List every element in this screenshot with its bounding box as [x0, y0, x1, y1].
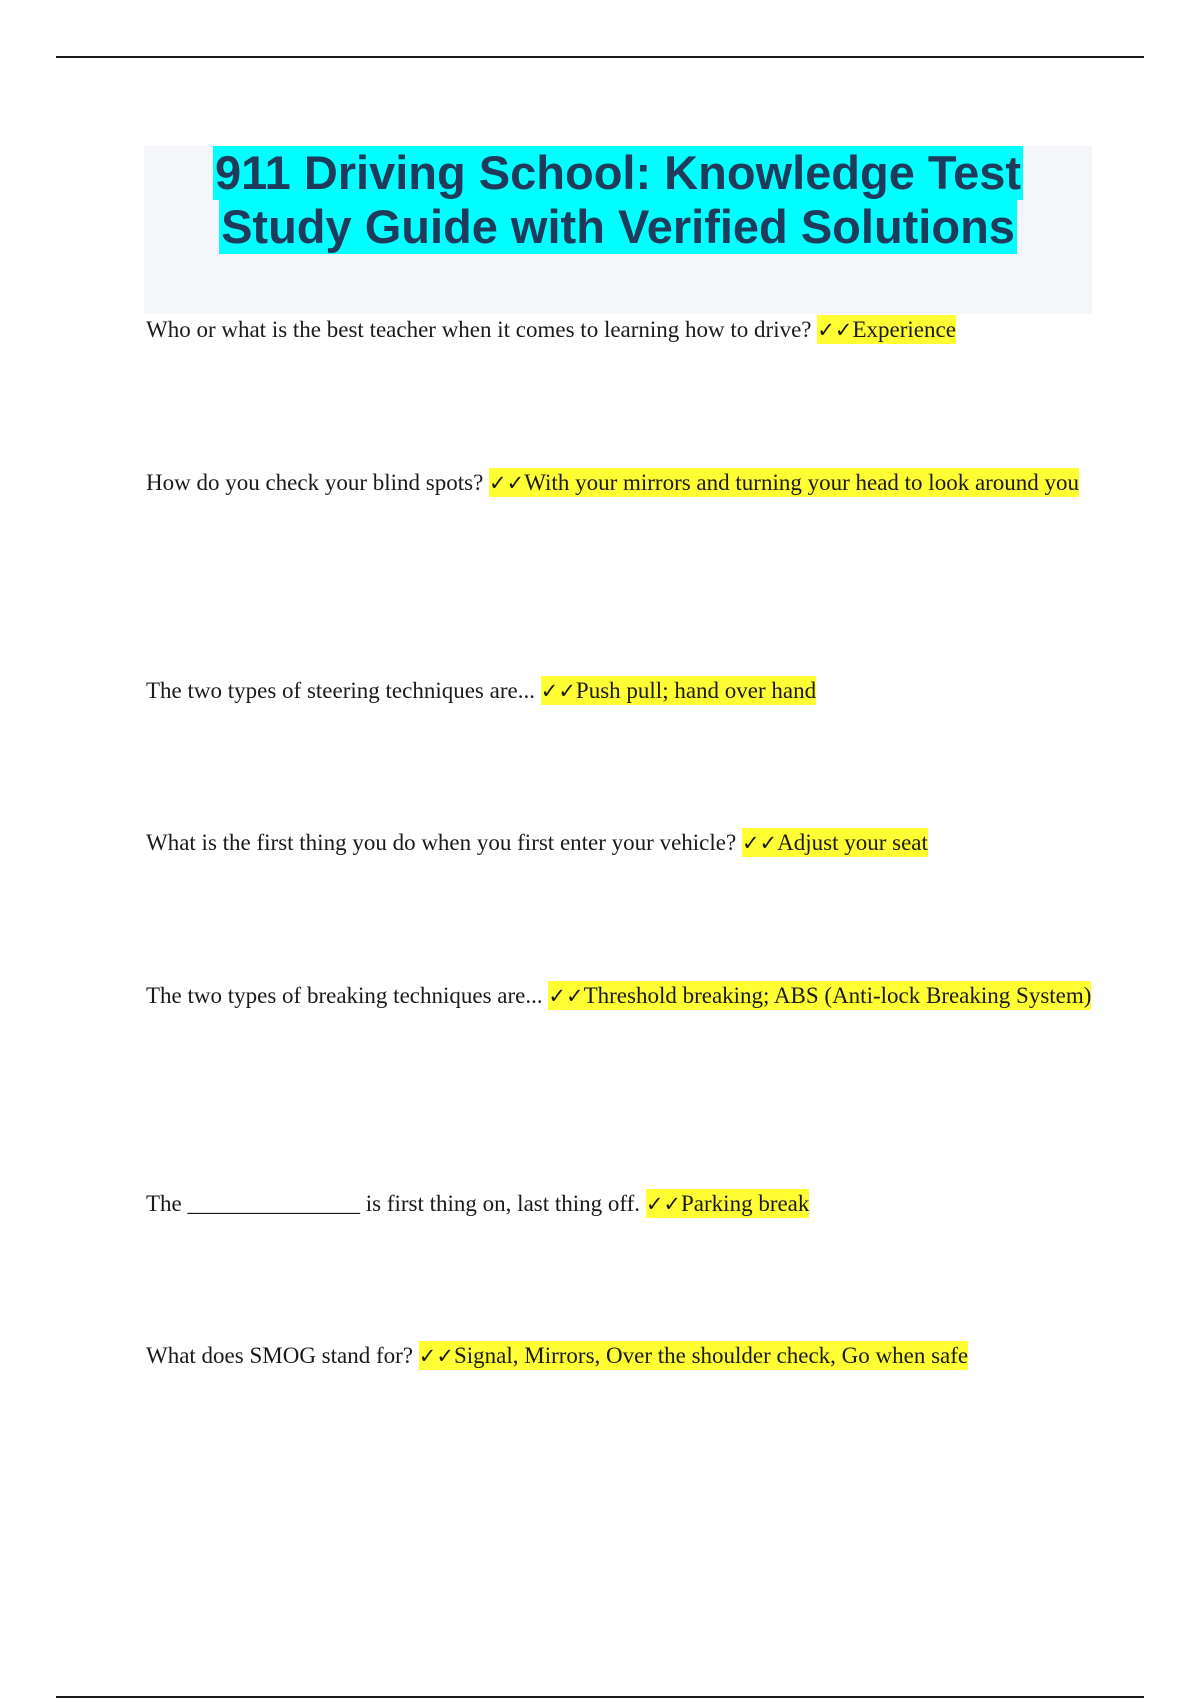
- qa-item-7: [146, 1325, 1096, 1387]
- answer-highlight: [548, 981, 1091, 1010]
- question-text: The two types of breaking techniques are...: [146, 983, 543, 1008]
- answer-highlight: [419, 1341, 968, 1370]
- bottom-rule: [56, 1696, 1144, 1698]
- check-mark-icon: ✓✓: [741, 831, 778, 855]
- answer-highlight: [742, 828, 928, 857]
- qa-item-1: [146, 299, 1096, 361]
- answer-highlight: [489, 468, 1079, 497]
- qa-item-5: [146, 965, 1096, 1027]
- document-title-line-2: Study Guide with Verified Solutions: [221, 200, 1015, 253]
- check-mark-icon: ✓✓: [548, 984, 584, 1008]
- qa-item-4: [146, 812, 1096, 874]
- question-text: How do you check your blind spots?: [146, 470, 484, 495]
- check-mark-icon: ✓✓: [540, 679, 576, 703]
- answer-text: Adjust your seat: [777, 830, 928, 855]
- answer-text: Parking break: [681, 1191, 810, 1216]
- answer-text: Push pull; hand over hand: [575, 678, 817, 703]
- answer-highlight: [541, 676, 816, 705]
- question-text: The _______________ is first thing on, last thing off.: [146, 1191, 641, 1216]
- check-mark-icon: ✓✓: [418, 1344, 454, 1368]
- question-text: What does SMOG stand for?: [146, 1343, 414, 1368]
- title-block: [144, 146, 1092, 314]
- answer-text: Experience: [852, 317, 956, 342]
- answer-highlight: [817, 315, 956, 344]
- question-text: Who or what is the best teacher when it comes to learning how to drive?: [146, 317, 812, 342]
- check-mark-icon: ✓✓: [489, 471, 525, 495]
- qa-item-2: [146, 452, 1096, 514]
- answer-text: Threshold breaking; ABS (Anti-lock Breaking System): [583, 983, 1092, 1008]
- qa-item-6: [146, 1173, 1096, 1235]
- qa-item-3: [146, 660, 1096, 722]
- document-title-line-1: 911 Driving School: Knowledge Test: [214, 146, 1022, 199]
- question-text: What is the first thing you do when you first enter your vehicle?: [146, 830, 737, 855]
- answer-highlight: [646, 1189, 810, 1218]
- answer-text: With your mirrors and turning your head to look around you: [524, 470, 1080, 495]
- check-mark-icon: ✓✓: [645, 1192, 682, 1216]
- top-rule: [56, 56, 1144, 58]
- question-text: The two types of steering techniques are...: [146, 678, 535, 703]
- check-mark-icon: ✓✓: [817, 318, 853, 342]
- answer-text: Signal, Mirrors, Over the shoulder check, Go when safe: [453, 1343, 969, 1368]
